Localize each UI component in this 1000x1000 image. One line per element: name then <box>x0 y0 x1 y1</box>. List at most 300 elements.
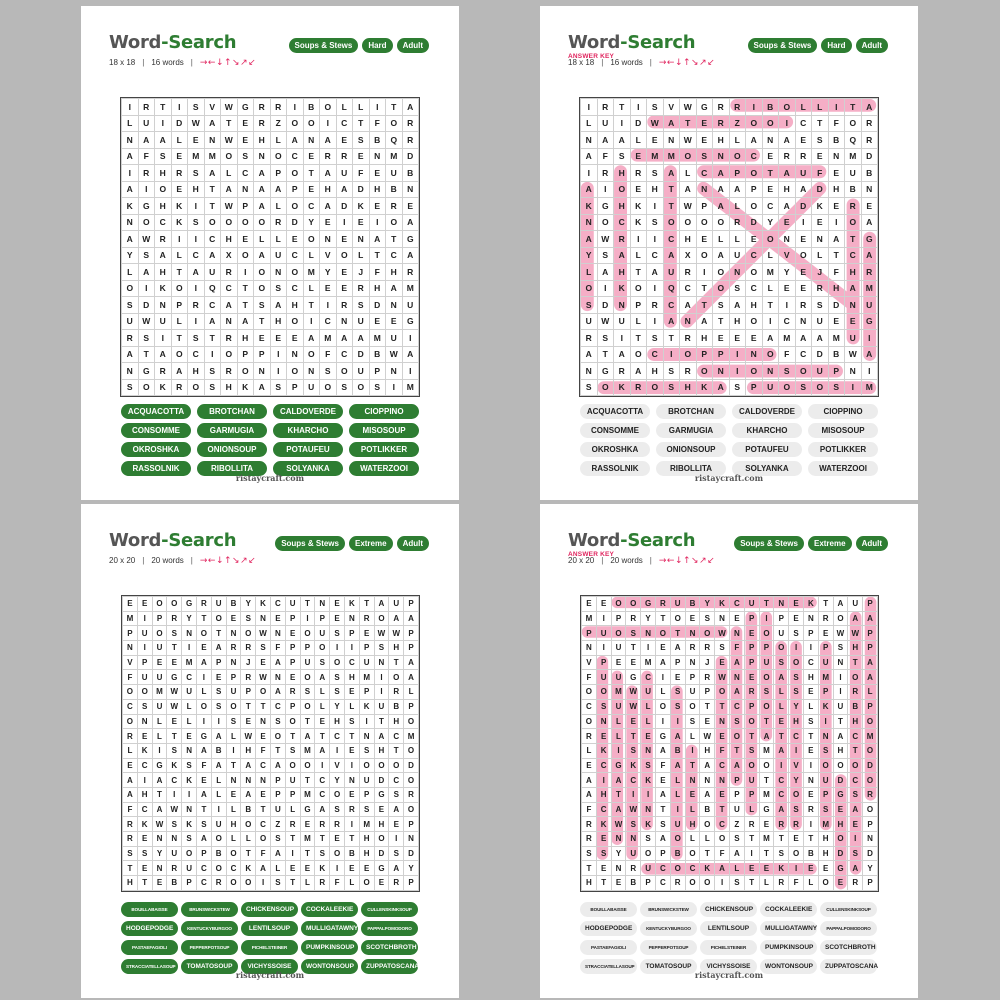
grid-cell: O <box>226 876 241 891</box>
grid-cell: N <box>226 773 241 788</box>
grid-cell: U <box>300 655 315 670</box>
grid-cell: T <box>803 729 818 744</box>
grid-cell: A <box>122 346 139 363</box>
grid-cell: S <box>789 670 804 685</box>
grid-cell: O <box>795 247 812 264</box>
grid-cell: E <box>402 198 419 215</box>
grid-cell: A <box>152 802 167 817</box>
grid-cell: E <box>188 132 205 149</box>
grid-cell: L <box>171 247 188 264</box>
grid-cell: I <box>188 280 205 297</box>
grid-cell: R <box>188 297 205 314</box>
grid-cell: U <box>336 165 353 182</box>
grid-cell: P <box>285 699 300 714</box>
grid-row <box>581 346 878 363</box>
grid-cell: O <box>611 597 626 612</box>
grid-cell: T <box>685 758 700 773</box>
grid-cell: R <box>254 99 271 116</box>
grid-cell: B <box>303 99 320 116</box>
grid-cell: C <box>336 115 353 132</box>
grid-cell: O <box>779 99 796 116</box>
grid-cell: H <box>374 743 389 758</box>
grid-cell: U <box>626 846 641 861</box>
grid-cell: A <box>582 773 597 788</box>
grid-cell: N <box>256 773 271 788</box>
grid-cell: G <box>833 861 848 876</box>
grid-cell: A <box>655 832 670 847</box>
grid-cell: T <box>626 641 641 656</box>
grid-cell: M <box>188 148 205 165</box>
grid-cell: A <box>848 861 863 876</box>
grid-cell: L <box>774 685 789 700</box>
grid-row <box>122 148 419 165</box>
grid-cell: M <box>641 655 656 670</box>
grid-cell: O <box>359 758 374 773</box>
grid-cell: I <box>861 363 878 380</box>
grid-cell: T <box>614 99 631 116</box>
word-list-item: SOLYANKA <box>732 461 802 476</box>
grid-cell: U <box>386 165 403 182</box>
grid-cell: C <box>123 699 138 714</box>
grid-cell: A <box>204 313 221 330</box>
grid-cell: L <box>685 832 700 847</box>
grid-cell: K <box>182 817 197 832</box>
grid-cell: P <box>863 817 878 832</box>
grid-cell: S <box>330 685 345 700</box>
grid-cell: I <box>759 611 774 626</box>
grid-cell: A <box>211 729 226 744</box>
grid-cell: O <box>715 832 730 847</box>
grid-cell: E <box>344 861 359 876</box>
grid-cell: P <box>285 655 300 670</box>
grid-cell: C <box>270 699 285 714</box>
grid-cell: U <box>211 817 226 832</box>
grid-cell: R <box>744 685 759 700</box>
grid-cell: C <box>155 214 172 231</box>
grid-cell: O <box>285 714 300 729</box>
grid-cell: T <box>167 729 182 744</box>
grid-cell: F <box>320 346 337 363</box>
grid-cell: O <box>795 363 812 380</box>
grid-cell: C <box>221 280 238 297</box>
grid-cell: C <box>270 597 285 612</box>
grid-cell: K <box>803 597 818 612</box>
grid-cell: I <box>845 379 862 396</box>
word-list-item: VICHYSSOISE <box>700 959 757 974</box>
grid-cell: T <box>845 99 862 116</box>
grid-cell: A <box>122 148 139 165</box>
grid-cell: G <box>152 758 167 773</box>
grid-row <box>581 132 878 149</box>
grid-cell: K <box>155 280 172 297</box>
grid-cell: O <box>713 214 730 231</box>
grid-row <box>122 198 419 215</box>
grid-cell: H <box>803 670 818 685</box>
grid-cell: W <box>833 626 848 641</box>
grid-cell: T <box>803 832 818 847</box>
grid-cell: I <box>256 876 271 891</box>
grid-cell: K <box>696 379 713 396</box>
grid-cell: P <box>137 655 152 670</box>
word-list-item: ONIONSOUP <box>656 442 726 457</box>
grid-cell: C <box>641 670 656 685</box>
grid-cell: N <box>386 363 403 380</box>
grid-cell: N <box>254 363 271 380</box>
grid-cell: S <box>670 699 685 714</box>
grid-cell: C <box>137 758 152 773</box>
grid-cell: D <box>336 198 353 215</box>
grid-cell: H <box>818 832 833 847</box>
grid-cell: P <box>729 165 746 182</box>
grid-cell: A <box>386 280 403 297</box>
grid-cell: O <box>287 198 304 215</box>
grid-cell: P <box>196 846 211 861</box>
grid-cell: A <box>680 297 697 314</box>
grid-cell: E <box>641 729 656 744</box>
grid-cell: S <box>123 846 138 861</box>
grid-cell: A <box>211 758 226 773</box>
grid-cell: A <box>122 231 139 248</box>
grid-cell: O <box>641 846 656 861</box>
grid-cell: E <box>759 817 774 832</box>
grid-cell: N <box>803 773 818 788</box>
grid-cell: T <box>196 611 211 626</box>
grid-cell: W <box>845 346 862 363</box>
grid-cell: I <box>171 231 188 248</box>
word-list-item: CULLENSKINKSOUP <box>820 902 877 917</box>
grid-cell: N <box>152 832 167 847</box>
grid-cell: T <box>759 597 774 612</box>
grid-cell: T <box>696 297 713 314</box>
grid-cell: U <box>122 313 139 330</box>
grid-cell: H <box>746 297 763 314</box>
grid-cell: M <box>182 655 197 670</box>
grid-cell: F <box>812 165 829 182</box>
grid-cell: M <box>582 611 597 626</box>
grid-cell: S <box>848 787 863 802</box>
grid-cell: S <box>188 165 205 182</box>
grid-row <box>581 379 878 396</box>
grid-row <box>123 817 419 832</box>
grid-cell: A <box>812 330 829 347</box>
grid-cell: E <box>123 597 138 612</box>
grid-cell: O <box>789 846 804 861</box>
grid-cell: I <box>762 313 779 330</box>
grid-cell: G <box>196 729 211 744</box>
grid-cell: N <box>611 832 626 847</box>
grid-cell: O <box>336 363 353 380</box>
grid-cell: H <box>254 132 271 149</box>
grid-cell: O <box>670 832 685 847</box>
word-list-item: CULLENSKINKSOUP <box>361 902 418 917</box>
grid-cell: O <box>715 685 730 700</box>
grid-cell: F <box>369 264 386 281</box>
grid-cell: V <box>663 99 680 116</box>
grid-cell: P <box>182 876 197 891</box>
grid-cell: A <box>828 231 845 248</box>
grid-cell: N <box>696 181 713 198</box>
grid-cell: F <box>729 641 744 656</box>
grid-cell: T <box>152 787 167 802</box>
grid-row <box>123 832 419 847</box>
grid-cell: K <box>182 773 197 788</box>
grid-cell: E <box>300 861 315 876</box>
grid-cell: E <box>715 729 730 744</box>
grid-cell: A <box>582 787 597 802</box>
grid-cell: C <box>204 297 221 314</box>
grid-cell: R <box>861 132 878 149</box>
grid-cell: S <box>182 832 197 847</box>
grid-cell: D <box>795 198 812 215</box>
grid-cell: R <box>211 876 226 891</box>
grid-cell: O <box>746 165 763 182</box>
grid-cell: E <box>137 729 152 744</box>
grid-cell: E <box>196 641 211 656</box>
grid-cell: R <box>848 876 863 891</box>
grid-cell: E <box>596 597 611 612</box>
grid-cell: F <box>715 846 730 861</box>
grid-cell: O <box>845 214 862 231</box>
grid-cell: P <box>596 655 611 670</box>
grid-cell: P <box>404 817 419 832</box>
grid-cell: A <box>729 846 744 861</box>
grid-cell: E <box>630 181 647 198</box>
grid-cell: A <box>138 132 155 149</box>
word-list-item: BOUILLABAISSE <box>121 902 178 917</box>
grid-cell: I <box>167 787 182 802</box>
grid-cell: T <box>303 297 320 314</box>
grid-cell: O <box>614 181 631 198</box>
grid-cell: O <box>863 714 878 729</box>
grid-cell: U <box>744 597 759 612</box>
grid-cell: G <box>402 313 419 330</box>
grid-cell: A <box>663 313 680 330</box>
grid-cell: I <box>138 181 155 198</box>
word-list-item: HODGEPODGE <box>580 921 637 936</box>
grid-cell: I <box>226 743 241 758</box>
grid-cell: S <box>270 714 285 729</box>
grid-cell: E <box>848 817 863 832</box>
grid-cell: I <box>581 165 598 182</box>
grid-cell: C <box>729 597 744 612</box>
grid-row <box>581 181 878 198</box>
grid-row <box>122 214 419 231</box>
word-list-item: MISOSOUP <box>349 423 419 438</box>
grid-cell: E <box>746 330 763 347</box>
grid-cell: H <box>389 641 404 656</box>
grid-cell: Y <box>611 846 626 861</box>
grid-cell: T <box>762 165 779 182</box>
grid-cell: H <box>287 297 304 314</box>
grid-cell: T <box>221 115 238 132</box>
word-list-item: STRACCIATELLASOUP <box>121 959 178 974</box>
grid-cell: I <box>596 641 611 656</box>
grid-cell: H <box>188 363 205 380</box>
grid-row <box>123 611 419 626</box>
grid-cell: I <box>647 231 664 248</box>
grid-cell: E <box>828 165 845 182</box>
grid-cell: B <box>211 743 226 758</box>
grid-cell: R <box>123 817 138 832</box>
grid-cell: M <box>611 685 626 700</box>
grid-cell: U <box>137 626 152 641</box>
grid-cell: U <box>774 626 789 641</box>
grid-cell: S <box>803 714 818 729</box>
grid-cell: C <box>663 297 680 314</box>
grid-cell: L <box>641 714 656 729</box>
grid-cell: A <box>389 802 404 817</box>
word-list-item: KHARCHO <box>732 423 802 438</box>
grid-cell: K <box>818 699 833 714</box>
grid-cell: P <box>404 626 419 641</box>
grid-cell: T <box>700 846 715 861</box>
grid-cell: L <box>670 787 685 802</box>
grid-cell: J <box>700 655 715 670</box>
grid-cell: O <box>696 247 713 264</box>
grid-cell: R <box>254 115 271 132</box>
grid-cell: C <box>746 247 763 264</box>
grid-cell: J <box>812 264 829 281</box>
grid-cell: E <box>762 181 779 198</box>
grid-cell: O <box>287 264 304 281</box>
grid-cell: A <box>713 165 730 182</box>
grid-cell: E <box>137 861 152 876</box>
grid-cell: P <box>670 655 685 670</box>
grid-cell: E <box>795 132 812 149</box>
grid-cell: E <box>123 758 138 773</box>
grid-cell: C <box>315 787 330 802</box>
grid-cell: L <box>270 132 287 149</box>
grid-cell: R <box>285 685 300 700</box>
grid-cell: O <box>285 758 300 773</box>
grid-cell: A <box>713 198 730 215</box>
grid-cell: U <box>833 699 848 714</box>
grid-cell: T <box>369 247 386 264</box>
word-list-item: OKROSHKA <box>121 442 191 457</box>
grid-cell: U <box>386 330 403 347</box>
word-list-item: CALDOVERDE <box>273 404 343 419</box>
grid-cell: L <box>226 802 241 817</box>
grid-cell: G <box>374 787 389 802</box>
grid-cell: O <box>700 817 715 832</box>
grid-cell: L <box>729 132 746 149</box>
grid-cell: R <box>138 165 155 182</box>
grid-cell: N <box>715 714 730 729</box>
grid-cell: H <box>828 181 845 198</box>
grid-row <box>582 655 878 670</box>
grid-cell: T <box>812 115 829 132</box>
grid-cell: A <box>581 346 598 363</box>
grid-cell: T <box>359 597 374 612</box>
grid-cell: U <box>685 685 700 700</box>
grid-cell: U <box>303 379 320 396</box>
grid-cell: O <box>746 264 763 281</box>
grid-cell: B <box>241 802 256 817</box>
word-list-item: SCOTCHBROTH <box>820 940 877 955</box>
grid-cell: E <box>344 685 359 700</box>
grid-cell: D <box>402 148 419 165</box>
grid-cell: C <box>715 758 730 773</box>
grid-cell: N <box>641 802 656 817</box>
grid-cell: M <box>123 611 138 626</box>
grid-cell: R <box>330 817 345 832</box>
grid-cell: E <box>137 597 152 612</box>
grid-cell: A <box>404 611 419 626</box>
grid-cell: R <box>779 148 796 165</box>
grid-cell: I <box>182 787 197 802</box>
grid-cell: R <box>344 802 359 817</box>
grid-cell: O <box>582 685 597 700</box>
grid-cell: W <box>167 685 182 700</box>
grid-cell: I <box>833 670 848 685</box>
grid-cell: O <box>700 876 715 891</box>
grid-cell: E <box>626 714 641 729</box>
grid-cell: S <box>256 641 271 656</box>
grid-cell: E <box>828 198 845 215</box>
grid-cell: I <box>369 214 386 231</box>
grid-cell: R <box>359 611 374 626</box>
word-list-item: PEPPERPOTSOUP <box>181 940 238 955</box>
grid-cell: H <box>828 280 845 297</box>
grid-cell: V <box>582 655 597 670</box>
grid-cell: H <box>614 165 631 182</box>
grid-cell: S <box>137 699 152 714</box>
grid-cell: P <box>611 611 626 626</box>
grid-cell: O <box>123 714 138 729</box>
grid-cell: B <box>389 699 404 714</box>
grid-cell: A <box>155 247 172 264</box>
grid-cell: E <box>226 611 241 626</box>
grid-cell: T <box>715 802 730 817</box>
direction-arrows-icon: →←↓↑↘↗↙ <box>199 556 257 566</box>
grid-cell: A <box>404 670 419 685</box>
grid-cell: P <box>300 641 315 656</box>
grid-cell: W <box>221 99 238 116</box>
grid-cell: N <box>369 148 386 165</box>
grid-cell: T <box>138 346 155 363</box>
grid-cell: T <box>241 846 256 861</box>
grid-cell: R <box>614 363 631 380</box>
grid-cell: I <box>828 99 845 116</box>
grid-cell: T <box>833 714 848 729</box>
grid-cell: E <box>270 330 287 347</box>
grid-row <box>581 363 878 380</box>
grid-row <box>123 861 419 876</box>
grid-cell: H <box>680 231 697 248</box>
grid-cell: E <box>196 773 211 788</box>
grid-cell: N <box>182 802 197 817</box>
grid-cell: S <box>389 787 404 802</box>
grid-cell: O <box>188 379 205 396</box>
grid-cell: M <box>759 832 774 847</box>
grid-cell: C <box>803 655 818 670</box>
grid-cell: P <box>344 626 359 641</box>
grid-cell: O <box>670 611 685 626</box>
grid-cell: L <box>680 165 697 182</box>
grid-cell: I <box>828 214 845 231</box>
grid-cell: C <box>204 231 221 248</box>
grid-cell: H <box>374 817 389 832</box>
grid-cell: O <box>404 773 419 788</box>
grid-cell: L <box>581 264 598 281</box>
grid-cell: T <box>845 231 862 248</box>
grid-cell: I <box>729 346 746 363</box>
grid-cell: I <box>188 313 205 330</box>
grid-cell: H <box>818 846 833 861</box>
grid-cell: S <box>626 626 641 641</box>
grid-cell: U <box>285 773 300 788</box>
grid-cell: L <box>122 115 139 132</box>
